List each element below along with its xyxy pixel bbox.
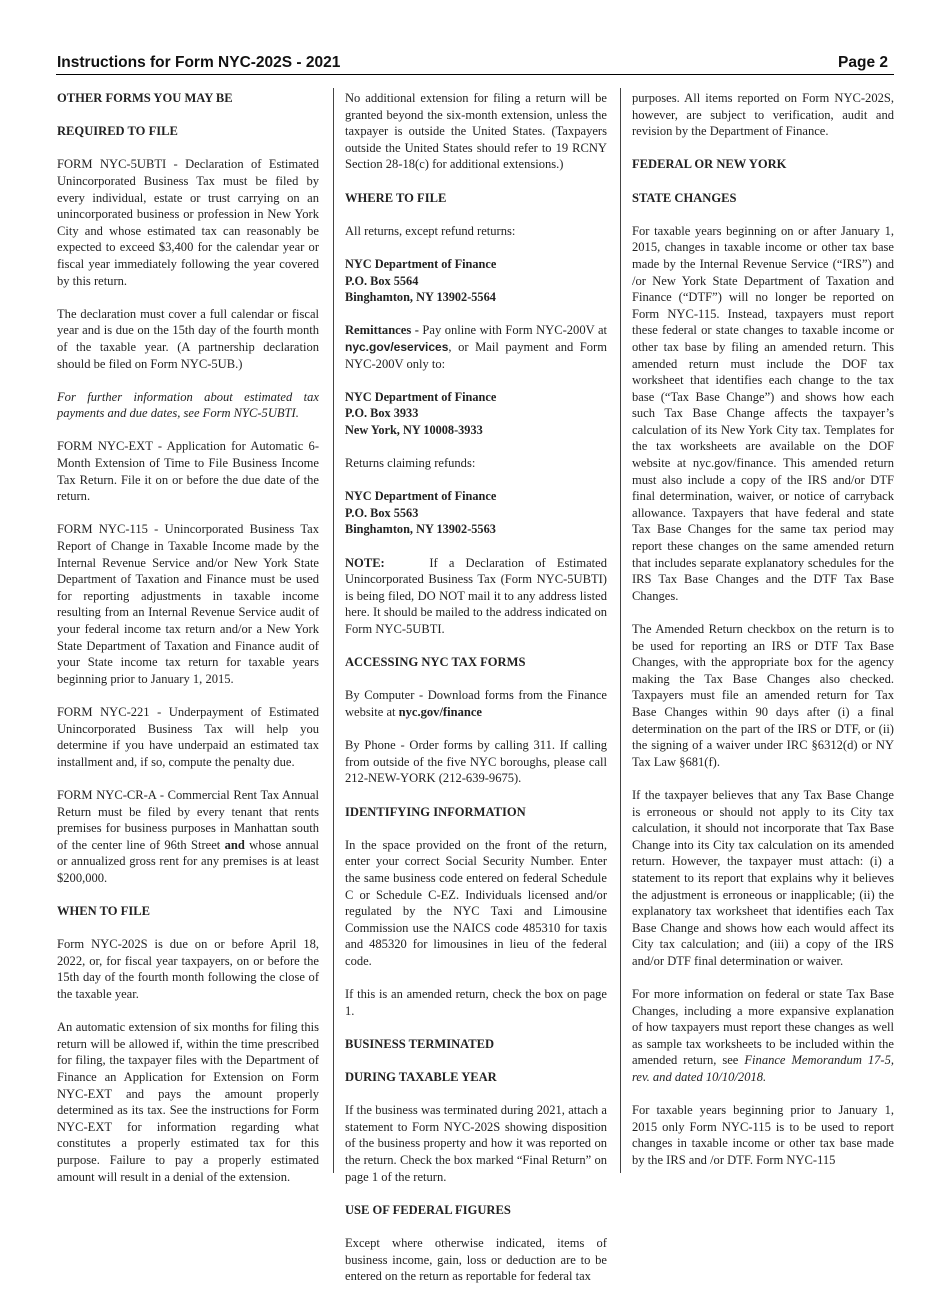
section-heading: STATE CHANGES [632,190,737,205]
section-heading: WHEN TO FILE [57,904,150,919]
paragraph: If the taxpayer believes that any Tax Base Change is erroneous or should not apply to its City tax calculation, it should not incorporate that Tax Base Change into its City tax calculation on its amended return. However, the taxpayer must attach: (i) a statement to its report that explains why it believes the adjustment is erroneous or inapplicable; (ii) the explanatory tax worksheet that identifies each Tax Base Change and shows how each would affect its City tax calculation; and (iii) a copy of the IRS and/or DTF final determination or waiver. [632,787,894,968]
address-line: NYC Department of Finance [345,389,497,404]
document-title: Instructions for Form NYC-202S - 2021 [57,54,341,71]
column-divider [333,88,334,1173]
section-heading: OTHER FORMS YOU MAY BE [57,91,233,105]
paragraph: No additional extension for filing a return will be granted beyond the six-month extension, unless the taxpayer is outside the United States. (Taxpayers outside the United States should refer to 19 RCNY Section 28-18(c) for additional extensions.) [345,91,607,172]
section-heading: DURING TAXABLE YEAR [345,1070,497,1085]
eservices-link[interactable]: nyc.gov/eservices [345,339,449,354]
text: FORM NYC-CR-A - Commercial Rent Tax Annual Return must be filed by every tenant that rents premises for business purposes in Manhattan south of the center line of 96th Street [57,787,319,852]
paragraph: An automatic extension of six months for filing this return will be allowed if, within the time prescribed for filing, the taxpayer files with the Department of Finance an Application for Extension on Form NYC-EXT and pays the amount properly determined as its tax. See the instructions for Form NYC-EXT for information regarding what constitutes a properly estimated tax for this purpose. Failure to pay a properly estimated amount will result in a denial of the extension. [57,1020,319,1184]
paragraph: In the space provided on the front of the return, enter your correct Social Security Number. Enter the same business code entered on federal Schedule C or Schedule C-EZ. Individuals licensed and/or regulated by the NYC Taxi and Limousine Commission use the NAICS code 485310 for taxis and 485320 for limousines in lieu of the federal code. [345,837,607,968]
address-line: Binghamton, NY 13902-5563 [345,522,496,537]
column-divider [620,88,621,1173]
emphasis: and [224,837,245,852]
text: By Computer - Download forms from the Finance website at [345,688,607,719]
section-heading: BUSINESS TERMINATED [345,1036,495,1051]
section-heading: WHERE TO FILE [345,190,447,205]
mailing-address [345,389,607,439]
paragraph: FORM NYC-115 - Unincorporated Business Tax Report of Change in Taxable Income made by the Internal Revenue Service and/or New York State Department of Taxation and Finance must be used for reporting adjustments in taxable income resulting from an Internal Revenue Service audit of your federal income tax return and/or a New York State Department of Taxation and Finance audit of your State income tax return for taxable years beginning prior to January 1, 2015. [57,522,319,686]
memo-reference: Finance Memorandum 17-5, rev. and dated 10/10/2018. [632,1053,894,1085]
section-heading: USE OF FEDERAL FIGURES [345,1202,511,1217]
page-header [56,52,894,75]
column-1 [57,90,319,1202]
mailing-address [345,256,607,306]
text: If a Declaration of Estimated Unincorporated Business Tax (Form NYC-5UBTI) is being filed, DO NOT mail it to any address listed here. It should be mailed to the address indicated on Form NYC-5UBTI. [345,555,608,636]
paragraph [57,787,319,887]
paragraph: purposes. All items reported on Form NYC-202S, however, are subject to verification, audit and revision by the Department of Finance. [632,91,894,139]
paragraph [345,322,607,372]
paragraph: By Phone - Order forms by calling 311. If calling from outside of the five NYC boroughs, please call 212-NEW-YORK (212-639-9675). [345,738,607,786]
address-line: New York, NY 10008-3933 [345,422,483,437]
paragraph: The declaration must cover a full calendar or fiscal year and is due on the 15th day of the fourth month of the taxable year. (A partnership declaration should be filed on Form NYC-5UB.) [57,306,319,371]
text: For more information on federal or state Tax Base Changes, including a more expansive explanation of how taxpayers must report these changes as well as sample tax worksheets to be included within the amended return, see [632,987,894,1068]
paragraph: FORM NYC-EXT - Application for Automatic 6-Month Extension of Time to File Business Income Tax Return. File it on or before the due date of the return. [57,439,319,504]
paragraph [345,687,607,720]
paragraph: Except where otherwise indicated, items of business income, gain, loss or deduction are to be entered on the return as reportable for federal tax [345,1235,607,1284]
paragraph: The Amended Return checkbox on the return is to be used for reporting an IRS or DTF Tax Base Changes, with the appropriate box for the agency making the Tax Base Changes also checked. Taxpayers must file an amended return for Tax Base Changes within 90 days after (i) a final determination on the part of the IRS or DTF, or (ii) the signing of a waiver under IRC §6312(d) or NY Tax Law §681(f). [632,622,894,769]
page-number: Page 2 [838,54,888,71]
note-label: NOTE: [345,555,385,570]
column-3 [632,90,894,1185]
paragraph [632,986,894,1086]
address-line: NYC Department of Finance [345,256,497,271]
address-line: P.O. Box 5564 [345,273,419,288]
paragraph: FORM NYC-5UBTI - Declaration of Estimated Unincorporated Business Tax must be filed by every individual, estate or trust carrying on an unincorporated business or profession in New York City and whose estimated tax can reasonably be expected to exceed $3,400 for the calendar year or fiscal year immediately following the year covered by this return. [57,157,319,288]
paragraph [345,555,607,638]
paragraph: For taxable years beginning on or after January 1, 2015, changes in taxable income or other tax base made by the Internal Revenue Service (“IRS”) and /or New York State Department of Taxation and Finance (“DTF”) will no longer be reported on Form NYC-115. Instead, taxpayers must report these federal or state changes to taxable income or other tax base by filing an amended return. This amended return must include the DOF tax worksheet that identifies each change to the tax base (“Tax Base Change”) and shows how each such Tax Base Change affects the taxpayer’s calculation of its New York City tax. Templates for the tax worksheets are available on the DOF website at nyc.gov/finance. This amended return must also include a copy of the IRS and/or DTF final determination, waiver, or notice of carryback allowance. Taxpayers that have federal and state Tax Base Changes for the same tax period may report these changes on the same amended return that includes separate explanatory schedules for the IRS Tax Base Changes and the DTF Tax Base Changes. [632,223,894,603]
paragraph: For further information about estimated tax payments and due dates, see Form NYC-5UBTI. [57,389,319,421]
text: Pay online with Form NYC-200V at [422,323,607,338]
label: Remittances - [345,323,419,338]
section-heading: REQUIRED TO FILE [57,124,178,139]
address-line: Binghamton, NY 13902-5564 [345,290,496,305]
column-2 [345,90,607,1301]
finance-link[interactable]: nyc.gov/finance [398,704,482,719]
text: whose annual or annualized gross rent for any premises is at least $200,000. [57,837,320,885]
address-line: P.O. Box 3933 [345,406,419,421]
address-line: P.O. Box 5563 [345,505,419,520]
paragraph: Returns claiming refunds: [345,456,476,471]
address-line: NYC Department of Finance [345,489,497,504]
paragraph: Form NYC-202S is due on or before April 18, 2022, or, for fiscal year taxpayers, on or before the 15th day of the fourth month following the close of the taxable year. [57,937,319,1002]
paragraph: FORM NYC-221 - Underpayment of Estimated Unincorporated Business Tax will help you determine if you have underpaid an estimated tax installment and, if so, compute the penalty due. [57,704,319,769]
section-heading: IDENTIFYING INFORMATION [345,804,526,819]
paragraph: For taxable years beginning prior to January 1, 2015 only Form NYC-115 is to be used to report changes in taxable income or other tax base made by the IRS and /or DTF. Form NYC-115 [632,1103,894,1167]
mailing-address [345,488,607,538]
paragraph: All returns, except refund returns: [345,223,516,238]
text: , or Mail payment and Form NYC-200V only to: [345,339,607,371]
section-heading: FEDERAL OR NEW YORK [632,157,787,172]
paragraph: If this is an amended return, check the box on page 1. [345,987,607,1018]
paragraph: If the business was terminated during 2021, attach a statement to Form NYC-202S showing disposition of the business property and how it was reported on the return. Check the box marked “Final Return” on page 1 of the return. [345,1103,607,1184]
section-heading: ACCESSING NYC TAX FORMS [345,655,526,670]
